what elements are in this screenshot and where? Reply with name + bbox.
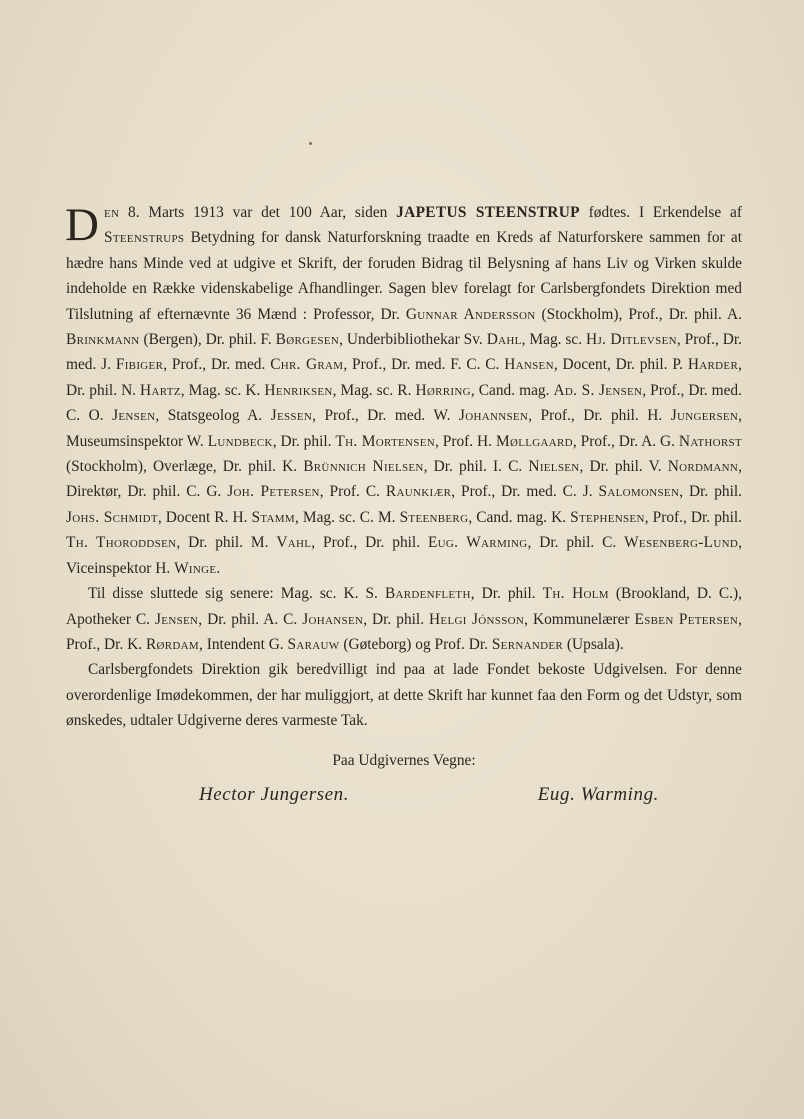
text: , Mag. sc.: [521, 331, 587, 349]
name: Sarauw: [287, 635, 340, 653]
text: , Prof., Dr. phil. H.: [528, 407, 671, 425]
text: Betydning for dansk Naturforskning traadte en Kreds af Naturforskere sammen for at hædre hans Minde ved at udgive et Skrift, der foruden Bidrag til Belysning af hans Liv og Virken skulde indeholde en Række videnskabelige Afhandlinger. Sagen blev forelagt for Carlsbergfondets Direktion med Tilslutning af efternævnte 36 Mænd : Professor, Dr.: [66, 229, 742, 323]
name: Harder: [687, 356, 739, 374]
name: Hansen: [504, 356, 554, 374]
text: , Dr. phil.: [679, 483, 742, 501]
name: Salomonsen: [598, 483, 680, 501]
text: , Docent, Dr. phil. P.: [553, 356, 688, 374]
name: Bardenfleth: [384, 585, 471, 603]
text: fødtes. I Erkendelse af: [579, 204, 742, 221]
text: (Bergen), Dr. phil. F.: [139, 331, 276, 349]
name: Johs. Schmidt: [66, 508, 158, 526]
name: Steenstrups: [103, 229, 185, 247]
name: Jensen: [112, 407, 156, 425]
name: Esben Petersen: [634, 610, 739, 628]
name: Nordmann: [667, 458, 739, 476]
text: , Dr. phil. N.: [66, 356, 742, 399]
name: Brinkmann: [66, 331, 140, 349]
text: , Prof., Dr. med. C. O.: [66, 381, 742, 425]
name: Johansen: [302, 610, 364, 628]
name: Gunnar Andersson: [405, 305, 536, 323]
text: , Statsgeolog A.: [155, 407, 271, 425]
text: (Upsala).: [563, 635, 624, 653]
name: Helgi Jónsson: [429, 610, 525, 628]
preface-page: [66, 200, 742, 806]
text: , Prof., Dr. phil.: [644, 508, 743, 526]
name: Hj. Ditlevsen: [586, 331, 677, 349]
text: , Dr. phil. A. C.: [198, 610, 303, 628]
name: Steenberg: [399, 508, 469, 526]
text: , Direktør, Dr. phil. C. G.: [66, 458, 742, 501]
name: Hørring: [415, 381, 471, 399]
text: , Dr. phil.: [272, 432, 336, 450]
text: , Prof., Dr. med. F. C. C.: [343, 356, 505, 374]
signature-warming: Eug. Warming.: [537, 783, 659, 805]
text: , Prof. H.: [435, 432, 496, 450]
text: , Underbibliothekar Sv.: [339, 331, 487, 349]
text: , Prof., Dr. K.: [66, 610, 743, 653]
signatures: [199, 784, 659, 806]
text: , Dr. phil. V.: [579, 458, 668, 476]
text: , Kommunelærer: [524, 610, 635, 628]
name: Joh. Petersen: [227, 483, 320, 501]
name: Nielsen: [528, 458, 580, 476]
text: , Dr. phil. I. C.: [423, 458, 529, 476]
text: , Dr. phil. M.: [176, 534, 277, 552]
name: Chr. Gram: [270, 356, 344, 374]
opening-small-caps: en: [103, 204, 120, 221]
signoff-line: Paa Udgivernes Vegne:: [332, 751, 476, 769]
text: Til disse sluttede sig senere: Mag. sc. K. S.: [88, 585, 385, 603]
name: Dahl: [486, 331, 522, 349]
text: , Dr. phil.: [470, 585, 543, 603]
drop-cap: D: [65, 199, 99, 251]
honoree-name: JAPETUS STEENSTRUP: [396, 204, 580, 221]
name: Th. Holm: [542, 585, 609, 603]
name: Jungersen: [670, 407, 739, 425]
name: Raunkiær: [385, 483, 452, 501]
text: (Brookland, D. C.), Apotheker C.: [66, 585, 742, 628]
name: Jessen: [270, 407, 313, 425]
preface-paragraph-3: Carlsbergfondets Direktion gik beredvilligt ind paa at lade Fondet bekoste Udgivelsen. For denne overordenlige Imødekommen, der har muliggjort, at dette Skrift har kunnet faa den Form og det Udstyr, som ønskedes, udtaler Udgiverne deres varmeste Tak.: [66, 661, 742, 730]
text: , Dr. phil. C.: [527, 534, 625, 552]
text: , Mag. sc. K.: [180, 381, 265, 399]
text: .: [216, 559, 221, 577]
name: Stamm: [251, 508, 295, 526]
name: Nathorst: [678, 432, 743, 450]
name: Johannsen: [458, 407, 529, 425]
text: , Intendent G.: [199, 635, 288, 653]
text: , Prof., Dr. A. G.: [572, 432, 679, 450]
name: Brünnich Nielsen: [303, 458, 424, 476]
name: Th. Mortensen: [335, 432, 435, 450]
text: 8. Marts 1913 var det 100 Aar, siden: [119, 204, 397, 221]
name: Wesenberg-Lund: [624, 534, 739, 552]
text: (Gøteborg) og Prof. Dr.: [339, 635, 492, 653]
name: Ad. S. Jensen: [553, 381, 643, 399]
text: , Prof., Dr. med.: [163, 356, 271, 374]
name: Fibiger: [115, 356, 164, 374]
text: (Stockholm), Overlæge, Dr. phil. K.: [66, 458, 304, 476]
name: Lundbeck: [207, 432, 273, 450]
name: Rørdam: [145, 635, 200, 653]
preface-paragraph-2: [66, 581, 742, 657]
text: , Cand. mag.: [470, 381, 554, 399]
text: , Dr. phil.: [363, 610, 429, 628]
preface-paragraph-1: [66, 200, 742, 581]
text: , Prof. C.: [319, 483, 386, 501]
text: , Docent R. H.: [157, 508, 252, 526]
text: , Viceinspektor H.: [66, 534, 742, 577]
name: Jensen: [155, 610, 199, 628]
text: (Stockholm), Prof., Dr. phil. A.: [535, 305, 742, 323]
text: , Prof., Dr. med. J.: [66, 331, 742, 374]
name: Møllgaard: [495, 432, 573, 450]
ink-speck: [309, 142, 312, 145]
text: , Cand. mag. K.: [468, 508, 571, 526]
text: , Museumsinspektor W.: [66, 407, 743, 450]
text: , Prof., Dr. phil.: [311, 534, 428, 552]
text: , Mag. sc. R.: [332, 381, 416, 399]
name: Eug. Warming: [427, 534, 528, 552]
name: Sernander: [491, 635, 564, 653]
name: Winge: [174, 559, 217, 577]
name: Henriksen: [264, 381, 333, 399]
text: , Prof., Dr. med. W.: [312, 407, 459, 425]
text: , Prof., Dr. med. C. J.: [451, 483, 599, 501]
name: Børgesen: [275, 331, 340, 349]
name: Vahl: [276, 534, 312, 552]
signature-jungersen: Hector Jungersen.: [199, 783, 350, 805]
name: Th. Thoroddsen: [66, 534, 177, 552]
text: , Mag. sc. C. M.: [294, 508, 400, 526]
name: Hartz: [140, 381, 181, 399]
name: Stephensen: [570, 508, 645, 526]
